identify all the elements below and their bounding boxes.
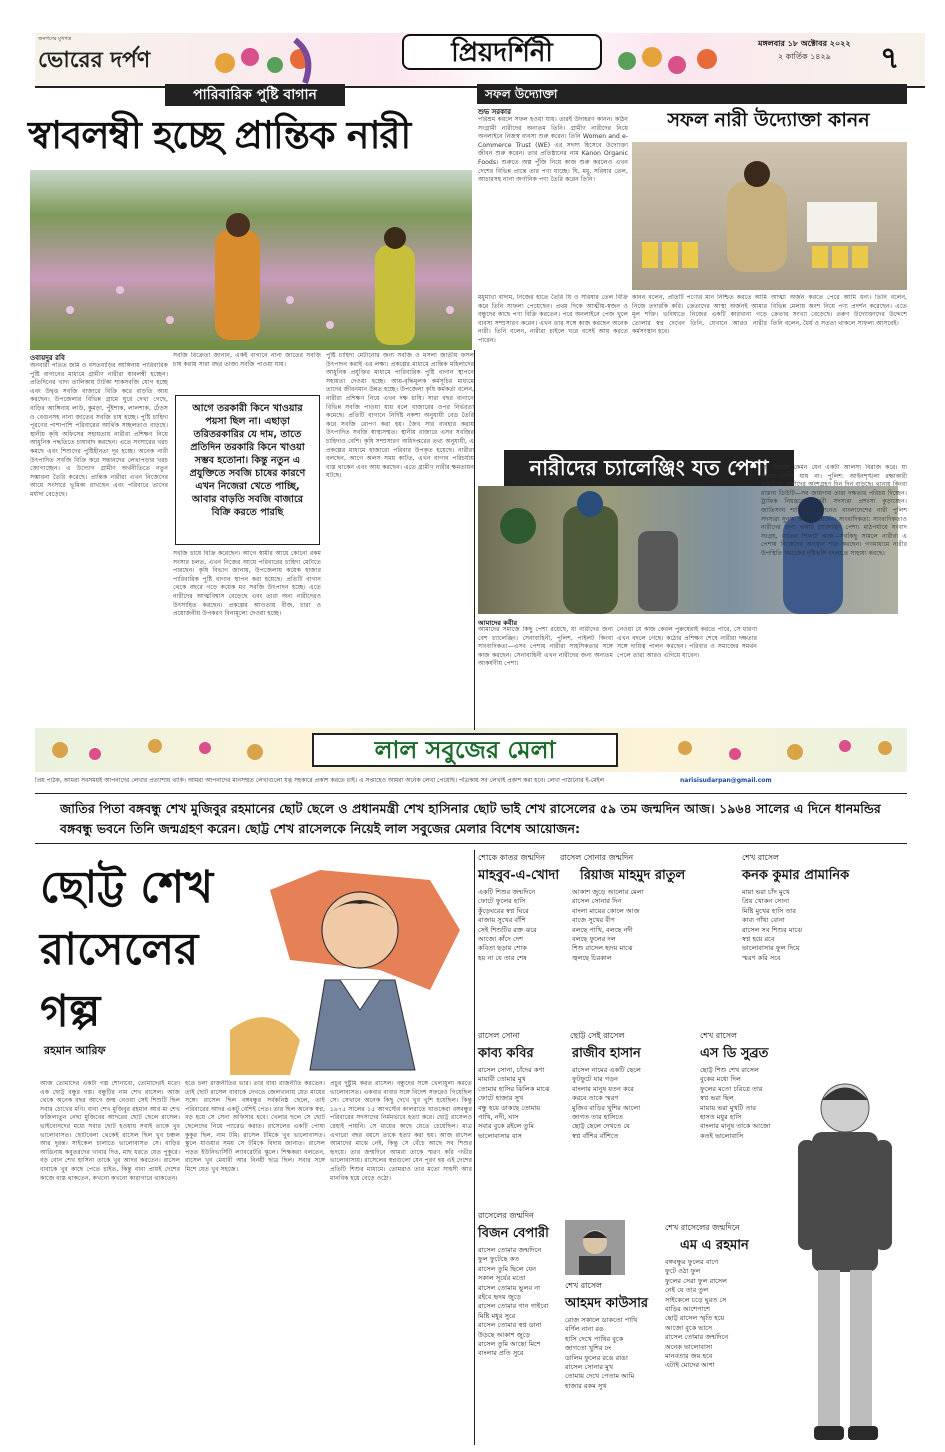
mela-intro: জাতির পিতা বঙ্গবন্ধু শেখ মুজিবুর রহমানের ছোট ছেলে ও প্রধানমন্ত্রী শেখ হাসিনার ছোট ভাই শেখ রাসেলের ৫৯ তম জন্মদিন আজ। ১৯৬৪ সালের এ দিনে ধানমন্ডির বঙ্গবন্ধু ভবনে তিনি জন্মগ্রহণ করেন। ছোট্ট শেখ রাসেলকে নিয়েই লাল সবুজের মেলার বিশেষ আয়োজন: [60, 801, 881, 836]
lead-pullquote: আগে তরকারী কিনে খাওয়ার পয়সা ছিল না। এছাড়া তরিতরকারির যে দাম, তাতে প্রতিদিন তরকারি কিনে খাওয়া সম্ভব হতোনা। কিন্তু নতুন এ প্রযুক্তিতে সবজি চাষের কারণে এখন নিজেরা খেতে পাচ্ছি, আবার বাড়তি সবজি বাজারে বিক্রি করতে পারছি [175, 395, 320, 545]
story-body-col1: আজ তোমাদের একটা গল্প শোনাবো, তোমাদেরই মতো এক ছোট্ট বন্ধুর গল্প। বন্ধুটির নাম শেখ রাসেল। আজ থেকে অনেক বছর আগে জন্ম নেওয়া সেই শিশুটি ছিল সবার চোখের মণি। বাবা শেখ মুজিবুর রহমান আর মা শেখ ফজিলাতুন নেছা মুজিবের আদরের ছোট ছেলে রাসেল। ভাইবোনদের মধ্যে সবার ছোট হওয়ায় সবাই তাকে খুব ভালোবাসত। ছোটবেলা থেকেই রাসেল ছিল খুব চঞ্চল আর দুরন্ত। সাইকেল চালাতে ভালোবাসত সে। বাড়ির আঙিনায় কবুতরদের খাবার দিত, মাছ ধরতে যেত পুকুরে। বড় বোন শেখ হাসিনা তাকে খুব আদর করতেন। রাসেল বাবাকে খুব কাছে পেতে চাইত, কিন্তু বাবা প্রায়ই দেশের কাজে ব্যস্ত থাকতেন, কখনো কখনো কারাগারে থাকতেন। [40, 1080, 180, 1182]
divider [474, 850, 475, 1445]
divider [35, 793, 907, 794]
poem-author: এস ডি সুব্রত [700, 1046, 769, 1061]
poem-body: ছোট্ট শিশু শেখ রাসেল বুকের মধ্যে দিল ফুলের মতো চরিত্রে তার স্বপ্ন ভরা ছিল মায়ায় ভরা মুখটি তার হাসত মধুর হাসি বাংলার মানুষ তাকে আজো কতই ভালোবাসি [700, 1066, 771, 1140]
story-body-col3: প্রচুর দুষ্টুমি করত রাসেল। বন্ধুদের সঙ্গে খেলাধুলা করতে ভালোবাসত। একবার বাবার সঙ্গে বিদেশ সফরেও গিয়েছিল সে। সেখানে অনেক কিছু দেখে খুব খুশি হয়েছিল। কিন্তু ১৯৭৫ সালের ১৫ আগস্টের কালরাতে ঘাতকেরা বঙ্গবন্ধুর পরিবারের সদস্যদের নির্মমভাবে হত্যা করে। ছোট্ট রাসেলও রেহাই পায়নি। সে মায়ের কাছে যেতে চেয়েছিল। মাত্র এগারো বছর বয়সে তাকে হত্যা করা হয়। আজ রাসেল আমাদের মাঝে নেই, কিন্তু সে বেঁচে আছে সব শিশুর হৃদয়ে। তার জন্মদিনে আমরা তাকে স্মরণ করি গভীর ভালোবাসায়। রাসেলের স্বপ্নগুলো যেন পূরণ হয় এই দেশের প্রতিটি শিশুর মাধ্যমে। তোমরাও তার মতো সাহসী আর মানবিক হয়ে বেড়ে ওঠো। [330, 1080, 472, 1182]
entrepreneur-headline: সফল নারী উদ্যোক্তা কানন [667, 109, 870, 131]
russel-illustration [230, 870, 470, 1075]
poem-kicker: শেখ রাসেল [565, 1281, 602, 1290]
poem-kicker: রাসেল সোনার জন্মদিন [560, 853, 634, 862]
lead-body-col3: পুষ্টি চাহিদা মেটানোর জন্য সবজি ও মসলা জাতীয় ফসল উৎপাদন করাই এর লক্ষ্য। প্রকল্পের মাধ্যমে প্রান্তিক মহিলাদের আধুনিক প্রযুক্তির মাধ্যমে পারিবারিক পুষ্টি বাগান স্থাপনে সহায়তা দেওয়া হচ্ছে। আয়-বৃদ্ধিমূলক কর্মসূচির মাধ্যমে তাদের জীবনমান উন্নত হচ্ছে। উপজেলা কৃষি কর্মকর্তা বলেন, নারীরা প্রশিক্ষণ নিয়ে এখন দক্ষ চাষি। সারা বছর বাগানে বিভিন্ন সবজি পাওয়া যায় বলে বাজারের ওপর নির্ভরতা কমেছে। প্রতিটি বাগানে নির্দিষ্ট নকশা অনুযায়ী বেড তৈরি করে সবজি রোপণ করা হয়। জৈব সার ব্যবহার করায় উৎপাদিত সবজি স্বাস্থ্যসম্মত। স্থানীয় বাজারে এসব সবজির চাহিদাও বেশি। কৃষি সম্প্রসারণ অধিদপ্তরের তথ্য অনুযায়ী, এ প্রকল্পের মাধ্যমে হাজারো পরিবার উপকৃত হয়েছে। নারীরা বলছেন, আগে অলস সময় কাটত, এখন বাগান পরিচর্যায় ব্যস্ত থাকেন এবং আয় করছেন। এতে গ্রামীণ নারীর ক্ষমতায়ন ঘটছে। [326, 352, 474, 480]
poem-kicker: শেখ রাসেল [700, 1031, 737, 1040]
mela-title: লাল সবুজের মেলা [312, 733, 618, 767]
lead-body-col1: অনবারী পতিত জমি ও বসতবাড়ির আঙ্গিনায় পারিবারিক পুষ্টি বাগানের মাধ্যমে গ্রামীণ নারীরা স্বাবলম্বী হচ্ছেন। প্রতিদিনের খাদ্য তালিকায় টাটকা শাকসবজি যোগ হচ্ছে এবং উদ্বৃত্ত সবজি বাজারে বিক্রি করে বাড়তি আয় করছেন। উপজেলার বিভিন্ন গ্রামে ঘুরে দেখা গেছে, বাড়ির আঙ্গিনায় লাউ, কুমড়া, পুঁইশাক, লালশাক, ঢেঁড়স ও বেগুনসহ নানা জাতের সবজি চাষ হচ্ছে। পুষ্টি চাহিদা পূরণের পাশাপাশি পরিবারের আর্থিক সচ্ছলতাও বাড়ছে। স্থানীয় কৃষি অফিসের সহায়তায় নারীরা প্রশিক্ষণ নিয়ে আধুনিক পদ্ধতিতে চাষাবাদ করছেন। এতে সংসারের খরচ কমছে এবং শিশুদের পুষ্টিহীনতা দূর হচ্ছে। অনেক নারী উৎপাদিত সবজি বিক্রি করে সন্তানদের লেখাপড়ার খরচ জোগাচ্ছেন। এ উদ্যোগ গ্রামীণ অর্থনীতিতে নতুন সম্ভাবনা তৈরি করেছে। প্রান্তিক নারীরা এখন নিজেদের আয়ে সংসারে ভূমিকা রাখছেন এবং পরিবারে তাদের মর্যাদা বেড়েছে। [30, 362, 168, 498]
poem-body: একটি শিশুর জন্মদিনে ফোটে ফুলের হাসি কুঁড়েঘরের স্বপ্ন ঘিরে বাজায় সুখের বাঁশি সেই শিশুটির রক্ত ঝরে আজো কাঁদে দেশ কবিতা ছড়ায় শোক হয় না যে তার শেষ [478, 888, 537, 962]
flower-decoration-left [205, 35, 325, 85]
story-body-col2: হতে চলা রাজনীতির ভার। তার বাবা রাজনীতি করতেন। তাই ছোট রাসেল বাবাকে দেখতে জেলখানায় যেত মায়ের সঙ্গে। রাসেল ছিল বঙ্গবন্ধুর সর্বকনিষ্ঠ ছেলে, তাই পরিবারের আদর একটু বেশিই পেত। তার ছিল অনেক স্বপ্ন, বড় হয়ে সে সেনা অফিসার হবে। খেলার ছলে সে ছোট ছেলেদের নিয়ে প্যারেড করাত। রাসেলের একটি পোষা কুকুর ছিল, নাম টমি। রাসেল টমিকে খুব ভালোবাসত। স্কুলে যাওয়ার সময় সে টমিকে বিদায় জানাত। রাসেল পড়ত ইউনিভার্সিটি ল্যাবরেটরি স্কুলে। শিক্ষকরা বলতেন, রাসেল খুব মেধাবী আর বিনয়ী ছাত্র ছিল। সবার সঙ্গে মিশে যেত খুব সহজে। [185, 1080, 325, 1173]
page-number: ৭ [880, 41, 900, 76]
story-headline-line2: রাসেলের [40, 924, 199, 975]
divider [35, 843, 907, 844]
story-headline-line1: ছোট্ট শেখ [40, 862, 214, 913]
poem-author: রিয়াজ মাহমুদ রাতুল [580, 868, 686, 883]
challenge-byline: আমাদের কবীর [478, 619, 518, 627]
poem-author: কাব্য কবির [478, 1046, 534, 1061]
poem-body: বঙ্গবন্ধুর ফুলের বাগে ফুটে ওঠা ফুল ফুলের সেরা ফুল রাসেল নেই যে তার তুল সাইকেলে চড়ে ঘুরত সে বাড়ির আশেপাশে ছোট্ট রাসেল স্মৃতি হয়ে আজো বুকে ভাসে রাসেল তোমার জন্মদিনে অনেক ভালোবাসা মানবতার জয় হবে এটাই মোদের আশা [665, 1258, 729, 1370]
challenge-body-col2: নেওয়া যে কাজ কেবল পুরুষেরাই করতে পারে, সে ধারণা এখন বদলে গেছে। কঠোর প্রশিক্ষণ শেষে নারীরা দক্ষতার সঙ্গে দায়িত্ব পালন করছেন। পরিবার ও সমাজের সমর্থন পেলে তারা আরও এগিয়ে যাবেন। [617, 626, 757, 659]
divider [474, 350, 475, 730]
poem-author: বিজন বেপারী [478, 1226, 549, 1241]
entrepreneur-body-col2: মধুমাখা বাদাম, নিজের হাতে তৈরি ঘি ও সরিষার তেল বিক্রি করে তিনি সাফল্য পেয়েছেন। প্রথম দিকে আত্মীয়-স্বজন ও বন্ধুদের কাছে পণ্য বিক্রি করতেন। পরে অনলাইনে পেজ খুলে ব্যবসা সম্প্রসারণ করেন। এখন তার সঙ্গে কাজ করছেন অনেক নারী। তিনি বলেন, নারীরা চাইলে ঘরে বসেই আয় করতে পারেন। [478, 294, 628, 344]
entrepreneur-byline: শুভ সরকার [478, 108, 511, 116]
lead-body-col2-top: সবজি বিক্রেতা জানান, একই বাগানে নানা জাতের সবজি চাষ করায় সারা বছর তাজা সবজি পাওয়া যায়। [173, 352, 321, 368]
poem-kicker: শোকে কাতর জন্মদিন [478, 853, 545, 862]
poem-author: আহমদ কাউসার [565, 1296, 649, 1311]
lead-body-col2: সবজি চাষে বিক্রি করেছেন। আগে স্বামীর আয়ে কোনো রকম সংসার চলত, এখন নিজের আয়ে পরিবারের চাহিদা মেটাতে পারছেন। কৃষি বিভাগ জানায়, উপজেলায় কয়েক হাজার পারিবারিক পুষ্টি বাগান স্থাপন করা হয়েছে। প্রতিটি বাগান থেকে বছরে গড়ে কয়েক মণ সবজি উৎপাদন হচ্ছে। এতে নারীদের আত্মবিশ্বাস বেড়েছে এবং তারা অন্য নারীদেরও উৎসাহিত করছেন। প্রকল্পের আওতায় বীজ, চারা ও প্রয়োজনীয় উপকরণ বিনামূল্যে দেওয়া হচ্ছে। [173, 550, 321, 618]
mela-email[interactable]: narisisudarpan@gmail.com [680, 777, 772, 784]
date-line-1: মঙ্গলবার ১৮ অক্টোবর ২০২২ [758, 39, 851, 48]
poem-author: মাহবুব-এ-খোদা [478, 868, 560, 883]
russel-photo-small [565, 1220, 625, 1275]
poem-body: রাসেল নামের একটি ছেলে ফুটফুটে যার গড়ন বাংলার মানুষ যতন করে করবে তাকে স্মরণ মুজিব বাড়ির খুশির আলো জাগত তার হাসিতে ছোট্ট ছেলে দেখতে যে স্বপ্ন বাঁশির বাঁশিতে [572, 1066, 641, 1140]
entrepreneur-body-col4: আত্মা অর্জন করতে পেরে আমি ধন্য। তিনি বলেন, বিভিন্ন মেলায় অংশ নিয়ে পণ্য প্রদর্শন করেছেন। এতে ক্রেতার সংখ্যা বেড়েছে। তরুণ উদ্যোক্তাদের উদ্দেশে তিনি বলেন, ধৈর্য ও সততা থাকলে সাফল্য আসবেই। [771, 294, 907, 327]
poem-body: আকাশ জুড়ে আলোর মেলা রাসেল সোনার দিন বাংলা মায়ের কোলে আজ বাজে সুখের বীণ বলছে পাখি, বলছে নদী বলছে ফুলের দল শিশু রাসেল হৃদয় মাঝে জ্বলছে চিরকাল [572, 888, 644, 962]
poem-body: রাসেল সোনা, চাঁদের কণা মায়াবী তোমার মুখ তোমার হাসির ঝিলিক মাঝে ফোটে হাজার সুখ বন্ধু হয়ে ডাকছে তোমায় পাখি, নদী, ঘাস সবার বুকে রইলে তুমি ভালোবাসার বাস [478, 1066, 550, 1140]
challenge-body-col1: আমাদের সমাজে কিছু পেশা রয়েছে, যা নারীদের জন্য বেশ চ্যালেঞ্জিং। সেনাবাহিনী, পুলিশ, পাইলট কিংবা সাংবাদিকতা—এসব পেশায় নারীরা সাহসিকতার সঙ্গে কাজ করছেন। সেনাবাহিনী এখন নারীদের জন্য অন্যতম আকর্ষণীয় পেশা। [478, 626, 613, 668]
poem-kicker: শেখ রাসেলের জন্মদিনে [665, 1223, 740, 1232]
entrepreneur-body-col1: পরিশ্রম করলে সফল হওয়া যায়। তারই উদাহরণ কানন। কঠিন সংগ্রামী নারীদের অন্যতম তিনি। গ্রামীণ নারীদের নিয়ে অনলাইনে নিজস্ব ব্যবসা শুরু করেন। তিনি Women and e-Commerce Trust (WE) এর সদস্য হিসেবে উদ্যোক্তা জীবন শুরু করেন। তার প্রতিষ্ঠানের নাম Kanon Organic Foods। শুরুতে অল্প পুঁজি নিয়ে কাজ শুরু করলেও এখন দেশের বিভিন্ন প্রান্তে তার পণ্য যাচ্ছে। ঘি, মধু, সরিষার তেল, আচারসহ নানা অর্গানিক পণ্য তৈরি করেন তিনি। [478, 116, 628, 184]
poem-kicker: শেখ রাসেল [742, 853, 779, 862]
lead-headline: স্বাবলম্বী হচ্ছে প্রান্তিক নারী [28, 112, 411, 157]
flower-decoration-right [612, 35, 732, 85]
entrepreneur-body-col3: কানন বলেন, প্রতিটি পণ্যের মান নিশ্চিত করতে আমি নিজে তদারকি করি। ক্রেতাদের আস্থা অর্জনই আমার মূল শক্তি। ভবিষ্যতে নিজের একটি কারখানা গড়ে তোলার স্বপ্ন দেখেন তিনি, যেখানে আরও নারীর কর্মসংস্থান হবে। [632, 294, 767, 336]
poem-body: রাসেল তোমার জন্মদিনে ফুল ফুটেছে কত রাসেল তুমি ছিলে যেন সকাল সূর্যের মতো রাসেল তোমায় ভুলব না রইবে হৃদয় জুড়ে রাসেল তোমার গান গাইবো মিষ্টি মধুর সুরে রাসেল তোমার স্বপ্ন ডানা উড়ছে আকাশ জুড়ে রাসেল তুমি আছো মিশে বাংলার প্রতি সুরে [478, 1246, 549, 1358]
lead-photo-field [30, 170, 472, 350]
poem-kicker: রাসেল সোনা [478, 1031, 520, 1040]
entrepreneur-photo [632, 142, 907, 290]
poem-author: কনক কুমার প্রামানিক [742, 868, 850, 883]
section-title: প্রিয়দর্শিনী [402, 34, 602, 70]
date-line-2: ২ কার্তিক ১৪২৯ [778, 52, 831, 61]
poem-body: রোজ সকালে ডাকতো পাখি বর্ণিল নানা রঙ হাসি দেখে পাখির বুকে জাগতো খুশির ঢং ডালিম ফুলের রঙে রাঙা রাসেল সোনার মুখ তোমায় দেখে পেতাম আমি হাজার রকম সুখ [565, 1316, 638, 1390]
challenge-body-col3: না। এখানে কেমন যেন একটা আলস্য বিরাজ করে। যা সহজে দেখা যায় না। পুলিশ: আইনশৃঙ্খলা রক্ষাকারী বাহিনীতে নারীদের অংশগ্রহণ দিন দিন বাড়ছে। থানায় কিংবা রাস্তায় ডিউটি—সব জায়গায় তারা দক্ষতার পরিচয় দিচ্ছেন। ট্রাফিক নিয়ন্ত্রণেও নারী সদস্যরা প্রশংসা কুড়াচ্ছেন। জাতিসংঘ শান্তিরক্ষা মিশনেও বাংলাদেশের নারী পুলিশ সদস্যরা সুনাম অর্জন করেছেন। সাংবাদিকতা: সাংবাদিকতাও নারীদের জন্য একটি চ্যালেঞ্জিং পেশা। মাঠপর্যায়ে সংবাদ সংগ্রহ, রাতের শিফটে কাজ—সবকিছু সামলে নারীরা এ পেশায় নিজেদের অবস্থান শক্ত করছেন। গণমাধ্যমে নারীর উপস্থিতি সমাজের দৃষ্টিভঙ্গি বদলাতে সাহায্য করছে। [761, 464, 907, 557]
poem-kicker: ছোট্ট সেই রাসেল [570, 1031, 625, 1040]
poem-author: এম এ রহমান [680, 1238, 749, 1253]
russel-photo-full [790, 1070, 900, 1445]
story-headline-line3: গল্প [40, 986, 101, 1037]
poem-body: মায়া ভরা চাঁদ মুখে প্রিয় খোকন সোনা মিষ্টি মুখের হাসি তার কাব্য গাঁথা বোনা রাসেল সব শিশুর মাঝে স্বপ্ন হয়ে রবে ভালোবাসার ফুল দিয়ে স্মরণ করি সবে [742, 888, 803, 962]
challenge-headline: নারীদের চ্যালেঞ্জিং যত পেশা [504, 450, 794, 486]
entrepreneur-label: সফল উদ্যোক্তা [485, 87, 558, 101]
lead-byline: ওবায়দুর রবি [30, 354, 65, 362]
mela-note: প্রিয় পাঠক, আমরা সবসময়ই আপনাদের লেখার প্রত্যাশায় থাকি। আমরা আপনাদের মানসম্মত লেখাগুলো যত্ন সহকারে প্রকাশ করতে চাই। এ সপ্তাহেও আমরা অনেক লেখা পেয়েছি। পত্রিকায় সব লেখাই প্রকাশ করা হবে। লেখা পাঠানোর ই-মেইল [35, 777, 605, 784]
poem-kicker: রাসেলের জন্মদিন [478, 1211, 534, 1220]
lead-kicker: পারিবারিক পুষ্টি বাগান [165, 84, 345, 106]
poem-author: রাজীব হাসান [572, 1046, 641, 1061]
story-author: রহমান আরিফ [44, 1044, 106, 1057]
paper-name: ভোরের দর্পণ [38, 47, 151, 73]
sponsor-line: জনগণের মুখপত্র [38, 36, 72, 42]
